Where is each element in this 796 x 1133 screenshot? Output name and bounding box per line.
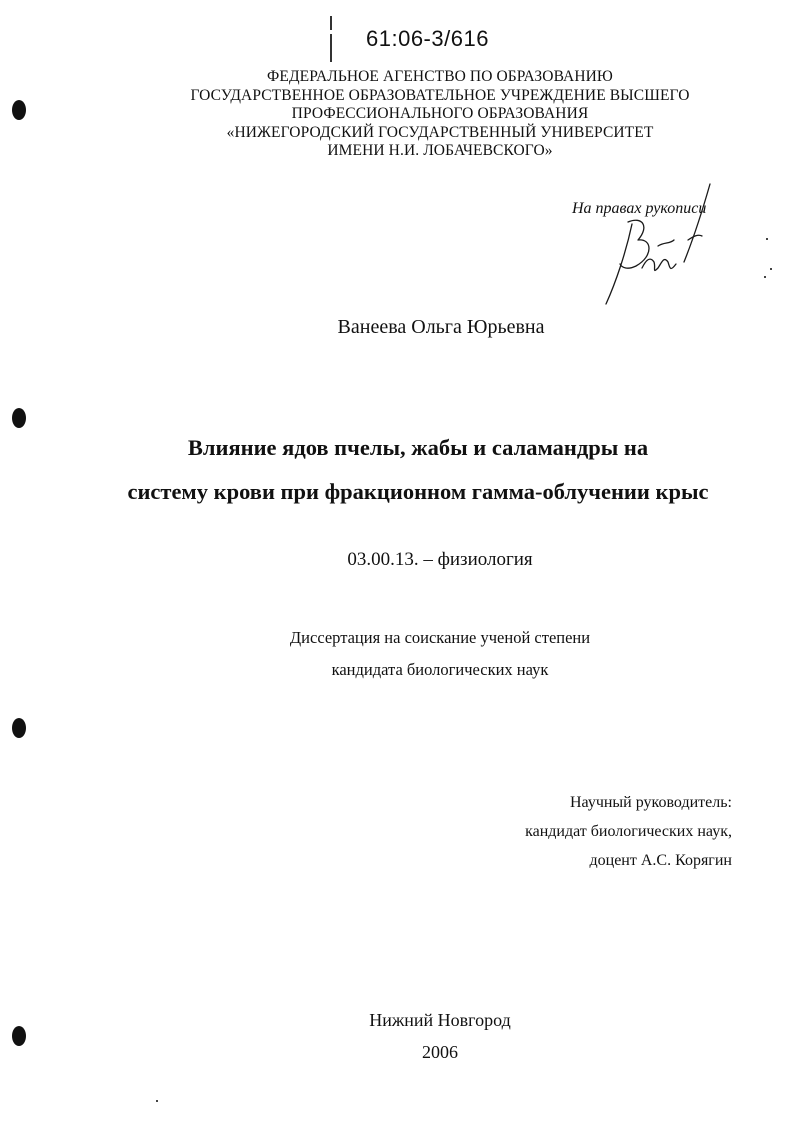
handwritten-signature-icon bbox=[598, 182, 728, 312]
author-name: Ванеева Ольга Юрьевна bbox=[337, 316, 545, 338]
stamp-mark-line bbox=[330, 34, 332, 62]
header-line: ГОСУДАРСТВЕННОЕ ОБРАЗОВАТЕЛЬНОЕ УЧРЕЖДЕНИЕ ВЫСШЕГО bbox=[190, 86, 690, 104]
degree-statement bbox=[0, 622, 796, 686]
specialty-code: 03.00.13. – физиология bbox=[347, 549, 533, 570]
supervisor-line: Научный руководитель: bbox=[569, 794, 732, 811]
supervisor-line: кандидат биологических наук, bbox=[525, 823, 732, 840]
header-line: ФЕДЕРАЛЬНОЕ АГЕНСТВО ПО ОБРАЗОВАНИЮ bbox=[267, 68, 613, 85]
title-line: Влияние ядов пчелы, жабы и саламандры на bbox=[187, 435, 649, 460]
dissertation-title bbox=[0, 426, 796, 514]
header-line: ИМЕНИ Н.И. ЛОБАЧЕВСКОГО» bbox=[327, 142, 553, 159]
degree-line: Диссертация на соискание ученой степени bbox=[289, 628, 591, 647]
institution-header bbox=[110, 68, 770, 161]
library-stamp-code: 61:06-3/616 bbox=[366, 26, 489, 51]
scan-speck bbox=[766, 238, 768, 240]
header-line: «НИЖЕГОРОДСКИЙ ГОСУДАРСТВЕННЫЙ УНИВЕРСИТЕТ bbox=[226, 123, 654, 141]
punch-hole-3 bbox=[12, 718, 26, 738]
manuscript-rights-note: На правах рукописи bbox=[572, 200, 707, 217]
scan-speck bbox=[770, 268, 772, 270]
punch-hole-1 bbox=[12, 100, 26, 120]
scientific-supervisor bbox=[525, 788, 732, 875]
degree-line: кандидата биологических наук bbox=[331, 660, 549, 679]
scan-speck bbox=[764, 276, 766, 278]
city: Нижний Новгород bbox=[369, 1010, 511, 1030]
scan-speck bbox=[156, 1100, 158, 1102]
punch-hole-2 bbox=[12, 408, 26, 428]
place-and-year bbox=[0, 1004, 796, 1068]
header-line: ПРОФЕССИОНАЛЬНОГО ОБРАЗОВАНИЯ bbox=[291, 105, 589, 122]
stamp-mark-line bbox=[330, 16, 332, 30]
supervisor-line: доцент А.С. Корягин bbox=[589, 852, 732, 869]
title-line: систему крови при фракционном гамма-облучении крыс bbox=[127, 479, 709, 504]
year: 2006 bbox=[422, 1042, 458, 1062]
